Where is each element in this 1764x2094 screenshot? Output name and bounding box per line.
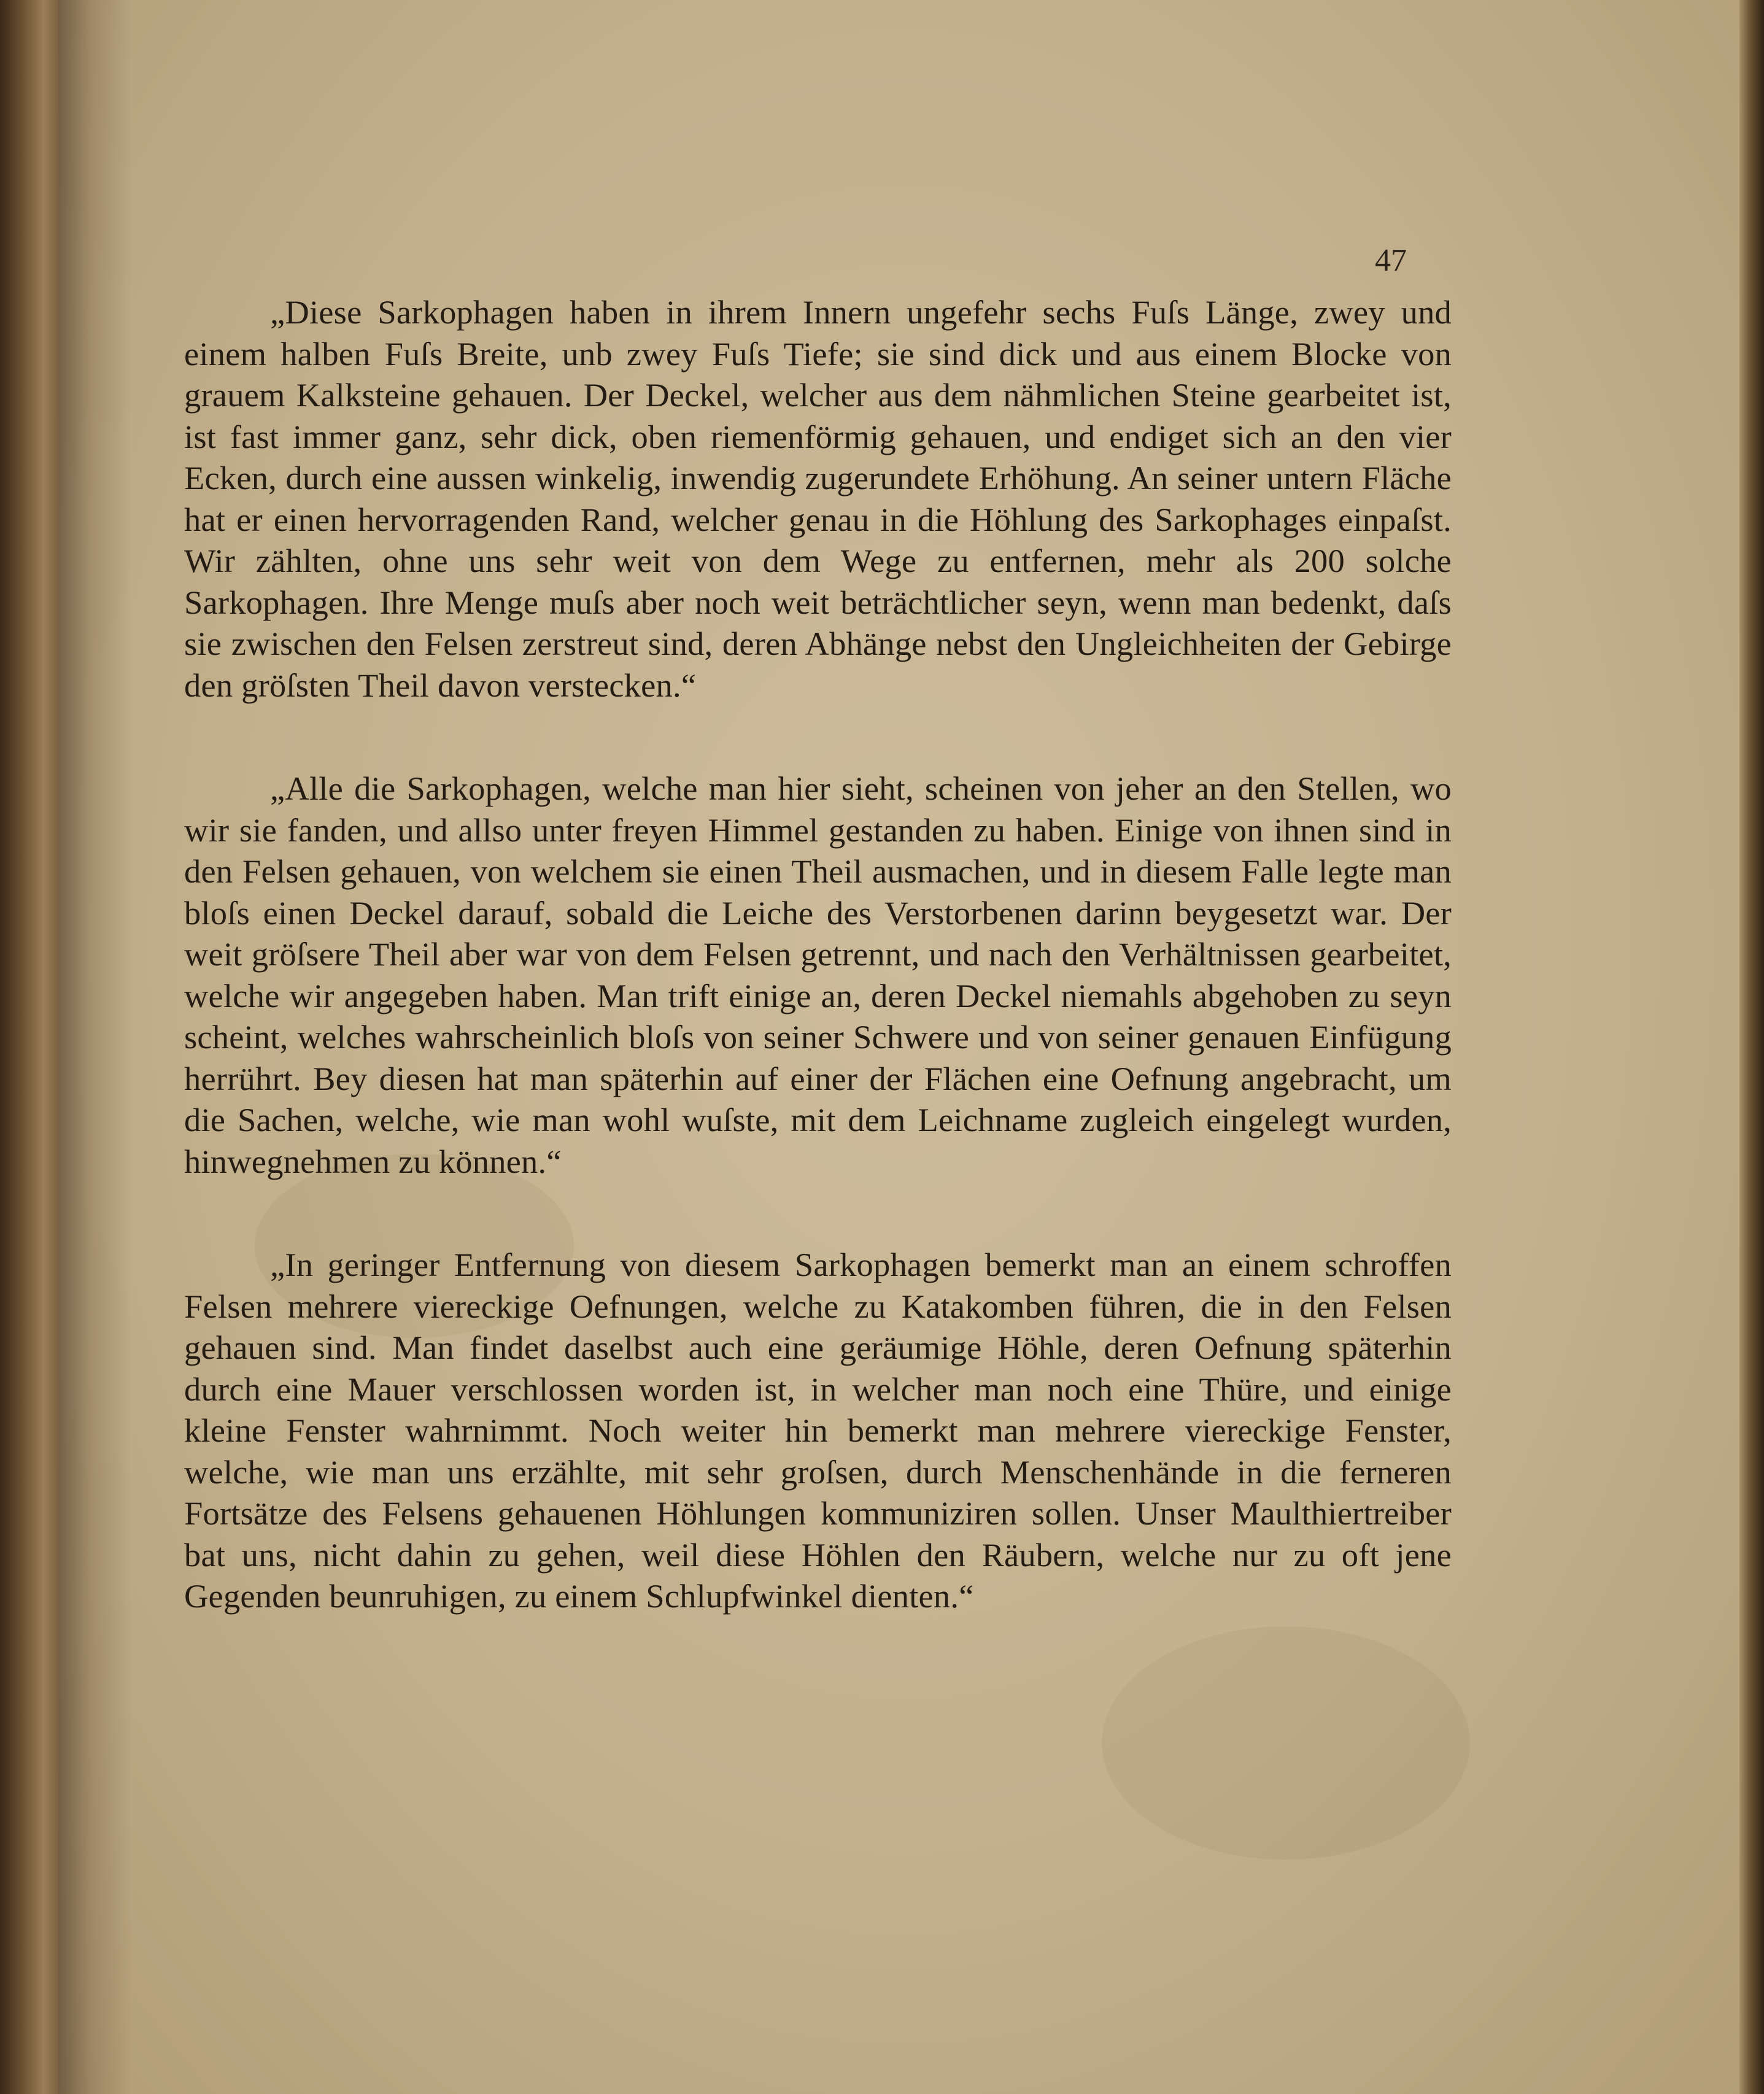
paragraph-3: „In geringer Entfernung von diesem Sarkophagen bemerkt man an einem schroffen Felsen mehrere viereckige Oefnungen, welche zu Katakomben führen, die in den Felsen gehauen sind. Man findet daselbst auch eine geräumige Höhle, deren Oefnung späterhin durch eine Mauer verschlossen worden ist, in welcher man noch eine Thüre, und einige kleine Fenster wahrnimmt. Noch weiter hin bemerkt man mehrere viereckige Fenster, welche, wie man uns erzählte, mit sehr groſsen, durch Menschenhände in die ferneren Fortsätze des Felsens gehauenen Höhlungen kommuniziren sollen. Unser Maulthiertreiber bat uns, nicht dahin zu gehen, weil diese Höhlen den Räubern, welche nur zu oft jene Gegenden beunruhigen, zu einem Schlupfwinkel dienten.“ — [184, 1246, 1452, 1615]
paper-stain — [1102, 1626, 1470, 1860]
body-text — [184, 292, 1452, 1617]
page-number: 47 — [1375, 243, 1407, 278]
page-edge — [1739, 0, 1764, 2094]
gutter-shadow — [58, 0, 132, 2094]
paragraph-1: „Diese Sarkophagen haben in ihrem Innern ungefehr sechs Fuſs Länge, zwey und einem halben Fuſs Breite, unb zwey Fuſs Tiefe; sie sind dick und aus einem Blocke von grauem Kalksteine gehauen. Der Deckel, welcher aus dem nähmlichen Steine gearbeitet ist, ist fast immer ganz, sehr dick, oben riemenförmig gehauen, und endiget sich an den vier Ecken, durch eine aussen winkelig, inwendig zugerundete Erhöhung. An seiner untern Fläche hat er einen hervorragenden Rand, welcher genau in die Höhlung des Sarkophages einpaſst. Wir zählten, ohne uns sehr weit von dem Wege zu entfernen, mehr als 200 solche Sarkophagen. Ihre Menge muſs aber noch weit beträchtlicher seyn, wenn man bedenkt, daſs sie zwischen den Felsen zerstreut sind, deren Abhänge nebst den Ungleichheiten der Gebirge den gröſsten Theil davon verstecken.“ — [184, 293, 1452, 704]
paragraph-2: „Alle die Sarkophagen, welche man hier sieht, scheinen von jeher an den Stellen, wo wir sie fanden, und allso unter freyen Himmel gestanden zu haben. Einige von ihnen sind in den Felsen gehauen, von welchem sie einen Theil ausmachen, und in diesem Falle legte man bloſs einen Deckel darauf, sobald die Leiche des Verstorbenen darinn beygesetzt war. Der weit gröſsere Theil aber war von dem Felsen getrennt, und nach den Verhältnissen gearbeitet, welche wir angegeben haben. Man trift einige an, deren Deckel niemahls abgehoben zu seyn scheint, welches wahrscheinlich bloſs von seiner Schwere und von seiner genauen Einfügung herrührt. Bey diesen hat man späterhin auf einer der Flächen eine Oefnung angebracht, um die Sachen, welche, wie man wohl wuſste, mit dem Leichname zugleich eingelegt wurden, hinwegnehmen zu können.“ — [184, 770, 1452, 1180]
facing-page-edge — [0, 0, 58, 2094]
